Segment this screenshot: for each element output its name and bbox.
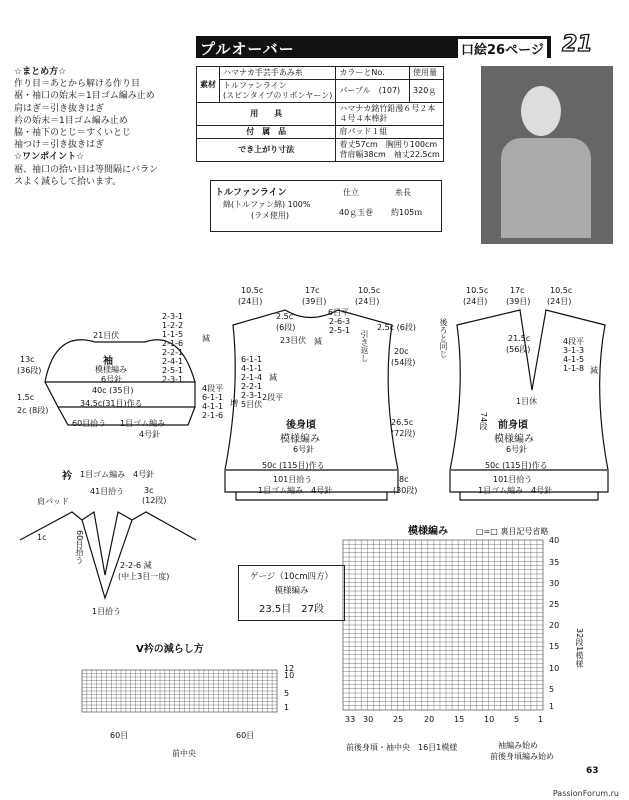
back-needle: 6号針 bbox=[293, 445, 315, 454]
note-line: 衿の始末＝1目ゴム編み止め bbox=[14, 115, 128, 126]
vneck-row-label: 12 bbox=[284, 664, 295, 673]
finishing-notes bbox=[14, 66, 194, 188]
front-vb: (56段) bbox=[506, 345, 531, 354]
front-m2: 17c bbox=[510, 286, 525, 295]
note-line: 作り目＝あとから解ける作り目 bbox=[14, 79, 141, 90]
back-title: 後身頃 bbox=[286, 420, 316, 431]
front-m1: 10.5c bbox=[466, 286, 489, 295]
model-photo bbox=[481, 66, 613, 244]
collar-pick2: 60目拾う bbox=[75, 530, 84, 565]
chart-title: 模様編み bbox=[408, 526, 448, 537]
back-pick: 101目拾う bbox=[273, 475, 313, 484]
chart-col-label: 33 bbox=[345, 715, 356, 724]
collar-decb: (中上3目一度) bbox=[118, 572, 170, 581]
sleeve-rib2: 4号針 bbox=[139, 430, 161, 439]
collar-sub: 1目ゴム編み 4号針 bbox=[80, 470, 155, 479]
sleeve-needle: 6号針 bbox=[101, 375, 123, 384]
vneck-row-label: 5 bbox=[284, 689, 290, 698]
sleeve-dec: 減 bbox=[202, 334, 210, 343]
yarn-name: トルファンライン (スピンタイプのリボンヤーン) bbox=[220, 80, 336, 103]
chart-col-label: 30 bbox=[363, 715, 374, 724]
vneck-row-label: 10 bbox=[284, 671, 295, 680]
front-m3: 10.5c bbox=[550, 286, 573, 295]
yarn-box-col2: 糸長 bbox=[395, 188, 411, 197]
back-neck: 2.5c bbox=[276, 312, 294, 321]
front-pattern: 模様編み bbox=[494, 434, 534, 445]
gauge-box: ゲージ（10cm四方） 模様編み 23.5目 27段 bbox=[238, 565, 345, 621]
vneck-right: 60目 bbox=[236, 731, 255, 740]
size: 着丈57cm 胸囲り100cm 背肩幅38cm 袖丈22.5cm bbox=[336, 139, 443, 162]
sleeve-w1: 40c (35目) bbox=[92, 386, 134, 395]
chart-bottom1: 前後身頃・袖中央 bbox=[346, 743, 410, 752]
back-m3b: (24目) bbox=[355, 297, 380, 306]
sleeve-pattern: 模様編み bbox=[95, 365, 127, 374]
chart-legend: □=□ 裏目記号省略 bbox=[476, 527, 549, 536]
pattern-number: 21 bbox=[562, 32, 593, 57]
chart-col-label: 25 bbox=[393, 715, 404, 724]
chart-row-label: 25 bbox=[549, 600, 560, 609]
yarn-box-comp: 綿(トルファン綿) 100% bbox=[223, 200, 311, 209]
sleeve-title: 袖 bbox=[103, 356, 113, 367]
yarn-box-comp2: (ラメ使用) bbox=[251, 211, 290, 220]
tools-label: 用 具 bbox=[197, 103, 336, 126]
back-arm-dec: 減 bbox=[269, 373, 277, 382]
amount: 320ｇ bbox=[410, 80, 444, 103]
yarn-box-col1: 仕立 bbox=[343, 188, 359, 197]
amount-header: 使用量 bbox=[410, 67, 444, 80]
front-m1b: (24目) bbox=[463, 297, 488, 306]
yarn-box-val2: 約105ｍ bbox=[391, 208, 423, 217]
onepoint-heading: ☆ワンポイント☆ bbox=[14, 152, 85, 163]
front-pick: 101目拾う bbox=[493, 475, 533, 484]
color: パープル (107) bbox=[336, 80, 410, 103]
collar-w: 3c bbox=[144, 486, 154, 495]
back-rib: 1目ゴム編み 4号針 bbox=[258, 486, 333, 495]
sleeve-h1b: (36段) bbox=[17, 366, 42, 375]
notes-heading: ☆まとめ方☆ bbox=[14, 67, 67, 77]
collar-dec: 2-2-6 減 bbox=[120, 561, 152, 570]
vneck-row-label: 1 bbox=[284, 703, 290, 712]
side-h3: 26.5c bbox=[391, 418, 414, 427]
collar-center: 1目拾う bbox=[92, 607, 122, 616]
chart-row-label: 15 bbox=[549, 642, 560, 651]
side-h2: 20c bbox=[394, 347, 409, 356]
side-h3b: (72段) bbox=[391, 429, 416, 438]
back-m2b: (39目) bbox=[302, 297, 327, 306]
parts-label: 付 属 品 bbox=[197, 126, 336, 139]
side-h2b: (54段) bbox=[391, 358, 416, 367]
yarn-box-val1: 40ｇ玉巻 bbox=[339, 208, 374, 217]
front-dec: 減 bbox=[590, 366, 598, 375]
size-label: でき上がり寸法 bbox=[197, 139, 336, 162]
back-m1: 10.5c bbox=[241, 286, 264, 295]
chart-col-label: 15 bbox=[454, 715, 465, 724]
sleeve-h2: 1.5c bbox=[17, 393, 35, 402]
yarn-box-name: トルファンライン bbox=[215, 188, 287, 198]
chart-row-label: 5 bbox=[549, 685, 555, 694]
side-shoulder: 引き返し bbox=[360, 330, 369, 362]
sleeve-w2: 34.5c(31目)作る bbox=[80, 399, 143, 408]
note-line: 肩はぎ＝引き抜きはぎ bbox=[14, 103, 105, 114]
chart-row-label: 10 bbox=[549, 664, 560, 673]
front-v-steps: 4段平 3-1-3 4-1-5 1-1-8 bbox=[563, 337, 585, 373]
sleeve-h1: 13c bbox=[20, 355, 35, 364]
chart-side: 32段1模様 bbox=[575, 628, 584, 668]
collar-lc: 1c bbox=[37, 533, 47, 542]
back-m3: 10.5c bbox=[358, 286, 381, 295]
collar-title: 衿 bbox=[62, 471, 72, 482]
chart-col-label: 5 bbox=[514, 715, 520, 724]
note-line: 裾、袖口の拾い目は等間隔にバラン bbox=[14, 164, 159, 175]
front-v: 21.5c bbox=[508, 334, 531, 343]
vneck-left: 60目 bbox=[110, 731, 129, 740]
back-m1b: (24目) bbox=[238, 297, 263, 306]
side-h1: 2.5c (6段) bbox=[377, 323, 416, 332]
collar-pick1: 41目拾う bbox=[90, 487, 125, 496]
tools: ハマナカ銘竹鉛漫６号２本 ４号４本棒針 bbox=[336, 103, 443, 126]
note-line: スよく減らして拾います。 bbox=[14, 176, 122, 187]
chart-col-label: 10 bbox=[484, 715, 495, 724]
chart-row-label: 1 bbox=[549, 702, 555, 711]
collar-outline bbox=[20, 512, 196, 598]
back-shoulder-steps: 2-6-3 2-5-1 bbox=[329, 317, 351, 335]
back-neck-st: 23目伏 bbox=[280, 336, 307, 345]
sleeve-steps: 2-3-1 1-2-2 1-1-5 2-1-6 2-2-1 2-4-1 2-5-1 2-3-1 bbox=[162, 312, 184, 384]
chart-bottom3: 袖編み始め bbox=[498, 741, 538, 750]
side-h4: 8c bbox=[399, 475, 409, 484]
side-same: 後ろと同じ bbox=[439, 318, 448, 358]
page-number: 63 bbox=[586, 766, 599, 776]
page-title: プルオーバー bbox=[200, 40, 295, 58]
back-m2: 17c bbox=[305, 286, 320, 295]
back-neckb: (6段) bbox=[276, 323, 296, 332]
back-chest: 50c (115目)作る bbox=[262, 461, 325, 470]
color-header: カラーとNo. bbox=[336, 67, 410, 80]
chart-col-label: 1 bbox=[538, 715, 544, 724]
sleeve-top: 21目伏 bbox=[93, 331, 120, 340]
front-center: 1目休 bbox=[516, 397, 538, 406]
parts: 肩パッド１組 bbox=[336, 126, 443, 139]
back-armhole-steps: 6-1-1 4-1-1 2-1-4 2-2-1 2-3-1 5目伏 bbox=[241, 355, 263, 409]
back-flat: 2段平 bbox=[262, 393, 284, 402]
note-line: 裾・袖口の始末＝1目ゴム編み止め bbox=[14, 91, 155, 102]
site-credit: PassionForum.ru bbox=[552, 789, 619, 798]
collar-pad: 肩パッド bbox=[37, 497, 69, 506]
materials-table bbox=[196, 66, 444, 162]
back-pattern: 模様編み bbox=[280, 434, 320, 445]
back-shoulder: 6目平 bbox=[328, 308, 350, 317]
sleeve-rib: 1目ゴム編み bbox=[120, 419, 166, 428]
front-depth: 74段 bbox=[479, 412, 488, 431]
page-reference: 口絵26ページ bbox=[458, 39, 547, 58]
front-rib: 1目ゴム編み 4号針 bbox=[478, 486, 553, 495]
front-needle: 6号針 bbox=[506, 445, 528, 454]
chart-row-label: 35 bbox=[549, 558, 560, 567]
collar-wb: (12段) bbox=[142, 496, 167, 505]
yarn-info-box bbox=[210, 180, 442, 232]
front-m3b: (24目) bbox=[547, 297, 572, 306]
vneck-center: 前中央 bbox=[172, 749, 196, 758]
side-h4b: (30段) bbox=[393, 486, 418, 495]
front-chest: 50c (115目)作る bbox=[485, 461, 548, 470]
chart-row-label: 30 bbox=[549, 579, 560, 588]
chart-row-label: 40 bbox=[549, 536, 560, 545]
note-line: 脇・袖下のとじ＝すくいとじ bbox=[14, 128, 132, 139]
chart-col-label: 20 bbox=[424, 715, 435, 724]
vneck-title: V衿の減らし方 bbox=[136, 644, 204, 655]
sleeve-pick: 60目拾う bbox=[72, 419, 107, 428]
sleeve-h2b: 2c (8段) bbox=[17, 406, 49, 415]
chart-bottom4: 前後身頃編み始め bbox=[490, 752, 554, 761]
chart-row-label: 20 bbox=[549, 621, 560, 630]
chart-bottom2: 16目1模様 bbox=[418, 743, 458, 752]
back-dec: 減 bbox=[314, 337, 322, 346]
material-label: 素材 bbox=[197, 67, 220, 103]
sleeve-inc: 増 bbox=[230, 399, 238, 408]
sleeve-steps2: 4段平 6-1-1 4-1-1 2-1-6 bbox=[202, 384, 224, 420]
front-m2b: (39目) bbox=[506, 297, 531, 306]
yarn: ハマナカ手芸手あみ糸 bbox=[220, 67, 336, 80]
front-title: 前身頃 bbox=[498, 420, 528, 431]
note-line: 袖つけ＝引き抜きはぎ bbox=[14, 140, 105, 151]
